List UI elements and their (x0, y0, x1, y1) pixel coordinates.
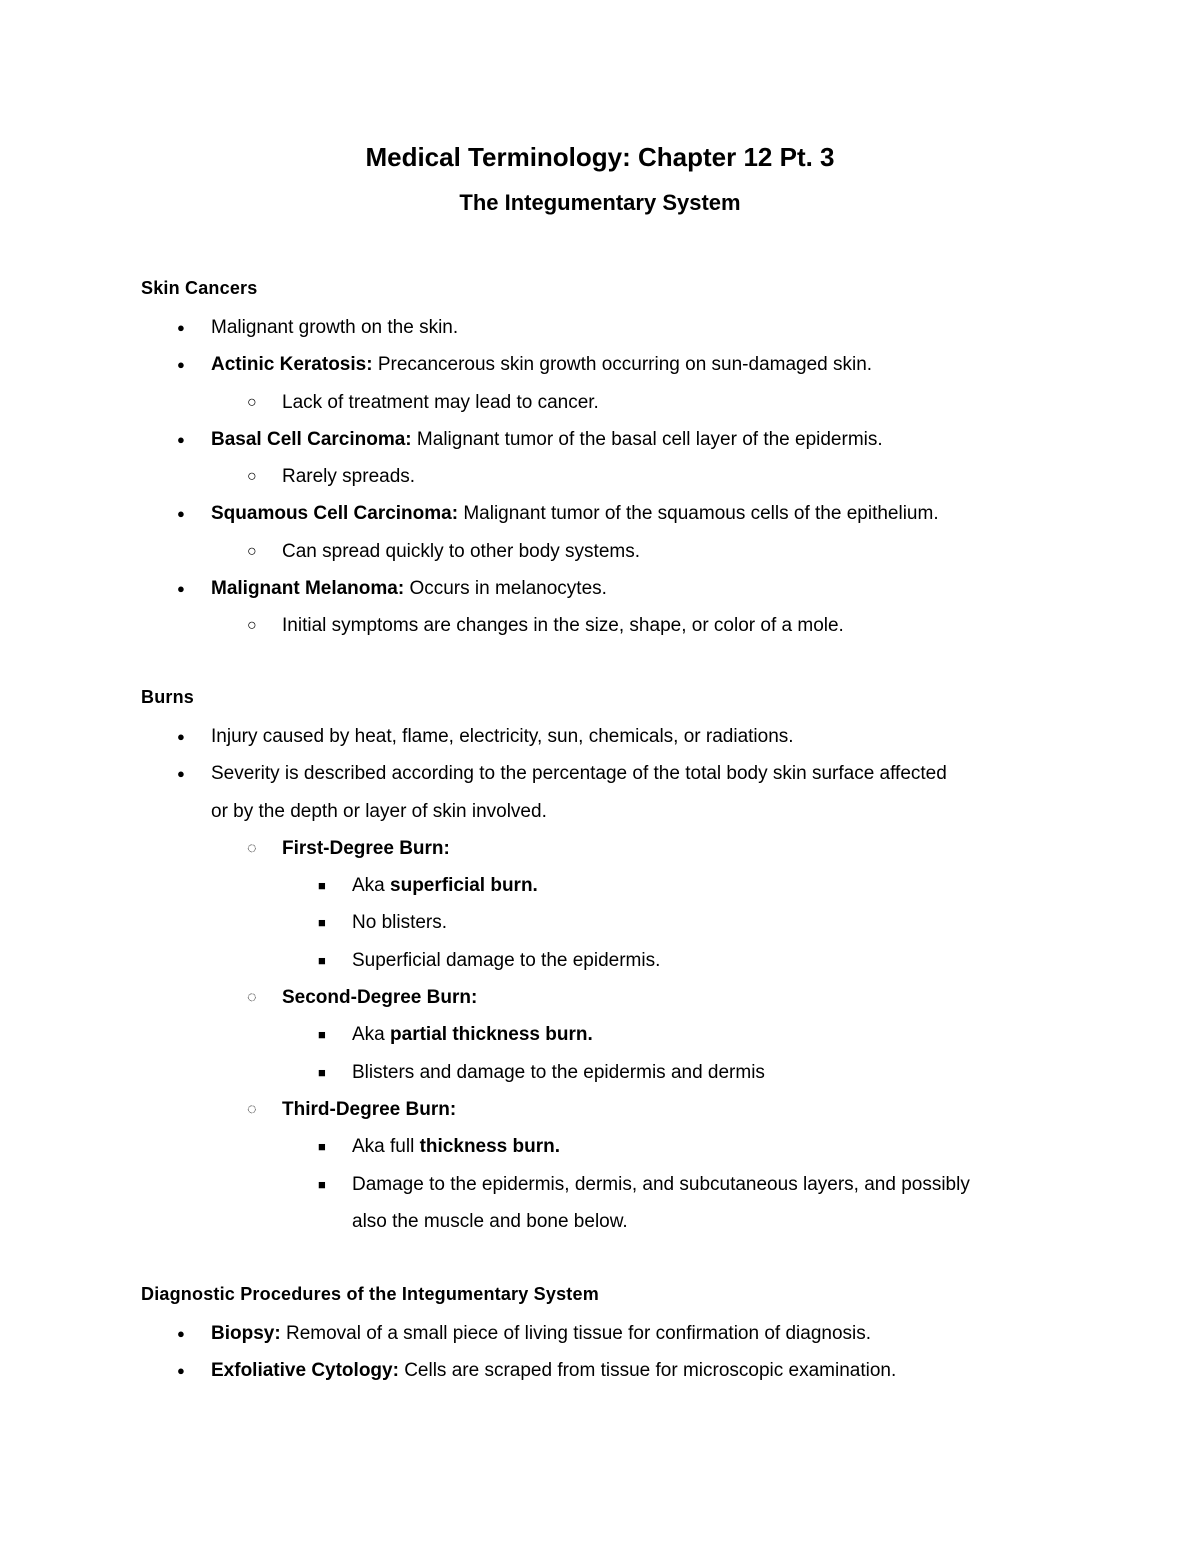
circle-bullet-icon: ○ (247, 617, 257, 635)
item-text: Removal of a small piece of living tissue for confirmation of diagnosis. (280, 1323, 872, 1344)
bullet-icon: ● (177, 357, 185, 373)
square-bullet-icon: ■ (318, 878, 326, 894)
bullet-icon: ● (177, 729, 185, 744)
item-text: Can spread quickly to other body systems. (282, 540, 641, 562)
list-item (141, 867, 1081, 904)
bullet-list (141, 718, 1081, 1240)
list-item (141, 904, 1081, 941)
item-text: No blisters. (352, 912, 448, 934)
section-diagnostic-procedures (141, 1282, 1081, 1390)
item-text: Initial symptoms are changes in the size, shape, or color of a mole. (282, 615, 844, 637)
item-term: Biopsy: (211, 1323, 281, 1344)
bullet-list (141, 309, 1081, 645)
section-heading: Burns (141, 687, 195, 707)
list-item (141, 1352, 1081, 1389)
item-text: Superficial damage to the epidermis. (352, 949, 661, 971)
bullet-list (141, 1315, 1081, 1390)
bullet-icon: ● (177, 1363, 185, 1379)
item-term: Squamous Cell Carcinoma: (211, 503, 459, 525)
item-term: Actinic Keratosis: (211, 354, 373, 376)
item-term: partial thickness burn. (390, 1024, 593, 1046)
item-term: Basal Cell Carcinoma: (211, 428, 412, 450)
bullet-icon: ● (177, 431, 185, 447)
item-text-line: also the muscle and bone below. (352, 1210, 628, 1232)
item-text: Occurs in melanocytes. (404, 578, 607, 600)
item-term: Second-Degree Burn: (282, 987, 478, 1009)
list-item (141, 979, 1081, 1016)
list-item (141, 570, 1081, 607)
list-item (141, 830, 1081, 867)
item-term: thickness burn. (419, 1136, 561, 1158)
list-item (141, 346, 1081, 383)
item-text: Malignant tumor of the basal cell layer of the epidermis. (411, 428, 883, 450)
square-bullet-icon: ■ (318, 1064, 326, 1080)
list-item (141, 495, 1081, 532)
item-term: Malignant Melanoma: (211, 578, 405, 600)
list-item (141, 942, 1081, 979)
item-text: Malignant tumor of the squamous cells of the epithelium. (458, 503, 939, 525)
item-text-line: Damage to the epidermis, dermis, and subcutaneous layers, and possibly (352, 1173, 970, 1195)
square-bullet-icon: ■ (318, 1176, 326, 1192)
item-text: Aka full (352, 1136, 420, 1158)
list-item (141, 421, 1081, 458)
list-item (141, 384, 1081, 421)
circle-bullet-icon: ○ (247, 468, 257, 486)
bullet-icon: ● (177, 1326, 185, 1341)
item-text: Injury caused by heat, flame, electricity, sun, chemicals, or radiations. (211, 726, 794, 747)
dotted-circle-bullet-icon: ◌ (247, 839, 257, 857)
item-text: Cells are scraped from tissue for microscopic examination. (398, 1360, 897, 1382)
item-text: Precancerous skin growth occurring on sun-damaged skin. (372, 354, 873, 376)
bullet-icon: ● (177, 506, 185, 522)
item-term: Exfoliative Cytology: (211, 1360, 399, 1382)
dotted-circle-bullet-icon: ◌ (247, 1100, 257, 1118)
item-text-line: Severity is described according to the percentage of the total body skin surface affected (211, 763, 947, 785)
section-burns (141, 685, 1081, 1240)
section-skin-cancers (141, 276, 1081, 645)
item-text: Lack of treatment may lead to cancer. (282, 391, 599, 413)
square-bullet-icon: ■ (318, 915, 326, 931)
list-item (141, 755, 1081, 830)
list-item (141, 458, 1081, 495)
list-item (141, 1091, 1081, 1128)
item-text: Blisters and damage to the epidermis and dermis (352, 1061, 765, 1083)
list-item (141, 1054, 1081, 1091)
item-term: superficial burn. (390, 875, 538, 897)
list-item (141, 533, 1081, 570)
item-text: Aka (352, 875, 391, 897)
item-term: Third-Degree Burn: (282, 1098, 457, 1120)
item-text-line: or by the depth or layer of skin involved. (211, 800, 547, 822)
list-item (141, 1016, 1081, 1053)
list-item (141, 309, 1081, 346)
circle-bullet-icon: ○ (247, 393, 257, 411)
list-item (141, 1128, 1081, 1165)
dotted-circle-bullet-icon: ◌ (247, 989, 257, 1007)
bullet-icon: ● (177, 581, 185, 597)
circle-bullet-icon: ○ (247, 542, 257, 560)
item-term: First-Degree Burn: (282, 837, 450, 859)
section-heading: Skin Cancers (141, 278, 258, 298)
page-subtitle: The Integumentary System (459, 190, 741, 215)
list-item (141, 607, 1081, 644)
item-text: Malignant growth on the skin. (211, 317, 459, 338)
square-bullet-icon: ■ (318, 952, 326, 968)
bullet-icon: ● (177, 320, 185, 335)
bullet-icon: ● (177, 766, 185, 782)
section-heading: Diagnostic Procedures of the Integumentary System (141, 1284, 599, 1304)
square-bullet-icon: ■ (318, 1027, 326, 1043)
page-title: Medical Terminology: Chapter 12 Pt. 3 (365, 142, 835, 172)
item-text: Rarely spreads. (282, 466, 416, 488)
item-text: Aka (352, 1024, 391, 1046)
list-item (141, 1166, 1081, 1241)
square-bullet-icon: ■ (318, 1139, 326, 1155)
list-item (141, 1315, 1081, 1352)
list-item (141, 718, 1081, 755)
